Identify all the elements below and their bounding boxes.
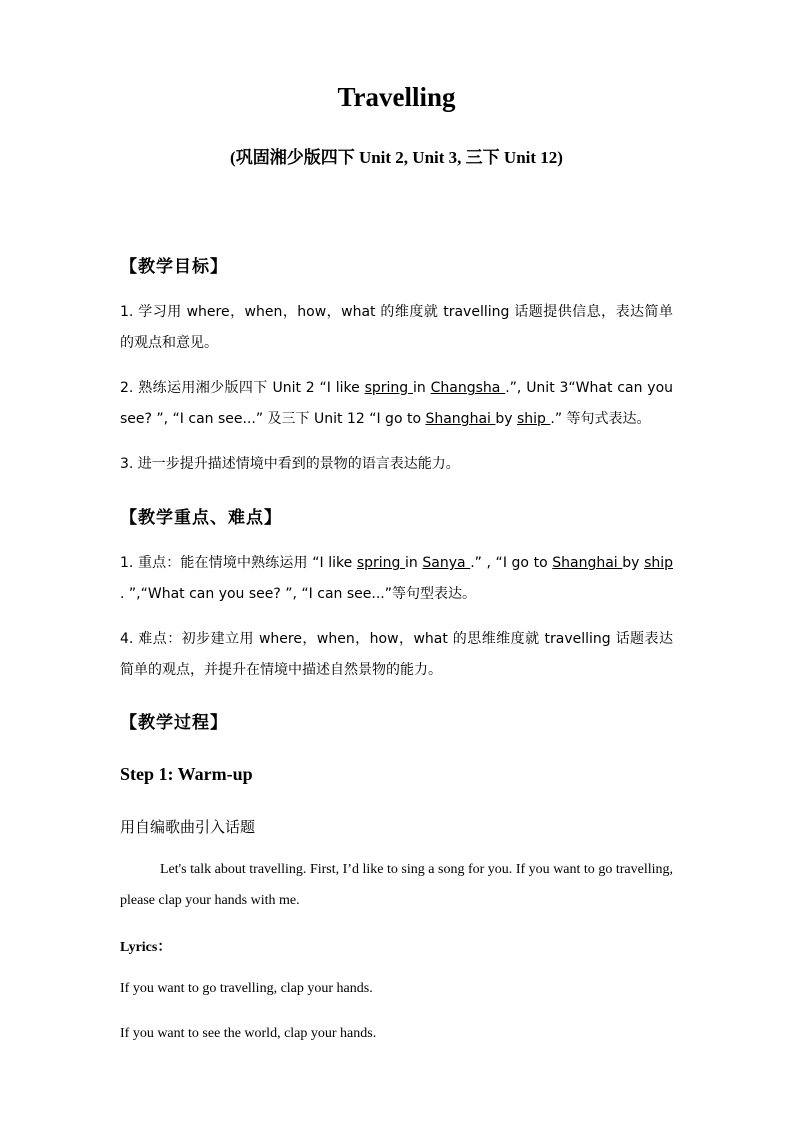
document-title: Travelling (337, 82, 456, 112)
keypoint-item-1: 1. 重点：能在情境中熟练运用 “I like spring in Sanya .” , “I go to Shanghai by ship . ”,“What can you see? ”, “I can see...”等句型表达。 (120, 555, 674, 602)
lyrics-label: Lyrics： (120, 940, 172, 955)
lyric-line-2: If you want to see the world, clap your hands. (120, 1026, 377, 1041)
goal-item-1: 1. 学习用 where，when，how，what 的维度就 travelling 话题提供信息，表达简单的观点和意见。 (120, 304, 673, 351)
section-heading-goals: 【教学目标】 (120, 257, 228, 277)
goal-item-3: 3. 进一步提升描述情境中看到的景物的语言表达能力。 (120, 456, 460, 472)
step-1-title: Step 1: Warm-up (120, 764, 253, 784)
document-subtitle: (巩固湘少版四下 Unit 2, Unit 3, 三下 Unit 12) (230, 148, 563, 167)
section-heading-keypoints: 【教学重点、难点】 (120, 508, 282, 528)
section-heading-process: 【教学过程】 (120, 713, 228, 733)
step-1-intro: 用自编歌曲引入话题 (120, 818, 256, 836)
goal-item-2: 2. 熟练运用湘少版四下 Unit 2 “I like spring in Changsha .”, Unit 3“What can you see? ”, “I can see...” 及三下 Unit 12 “I go to Shanghai by ship .” 等句式表达。 (120, 380, 674, 427)
lyric-line-1: If you want to go travelling, clap your hands. (120, 981, 373, 996)
keypoint-item-2: 4. 难点：初步建立用 where，when，how，what 的思维维度就 travelling 话题表达简单的观点，并提升在情境中描述自然景物的能力。 (120, 631, 673, 678)
step-1-paragraph: Let's talk about travelling. First, I’d like to sing a song for you. If you want to go travelling, please clap your hands with me. (120, 862, 673, 908)
